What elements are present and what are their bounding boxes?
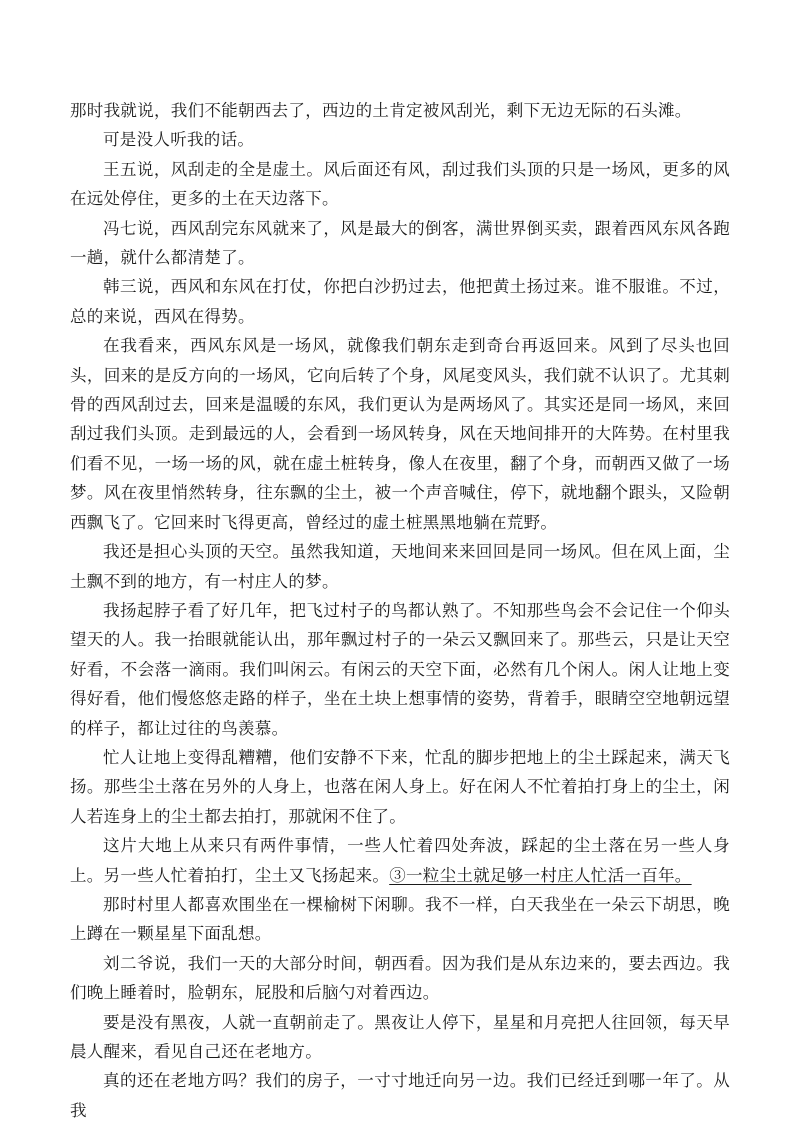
underlined-sentence: ③一粒尘土就足够一村庄人忙活一百年。 xyxy=(389,865,692,885)
paragraph: 我扬起脖子看了好几年，把飞过村子的鸟都认熟了。不知那些鸟会不会记住一个仰头望天的人。我一抬眼就能认出，那年飘过村子的一朵云又飘回来了。那些云，只是让天空好看，不会落一滴雨。我们叫闲云。有闲云的天空下面，必然有几个闲人。闲人让地上变得好看，他们慢悠悠走路的样子，坐在土块上想事情的姿势，背着手，眼睛空空地朝远望的样子，都让过往的鸟羡慕。 xyxy=(70,600,730,738)
paragraph: 要是没有黑夜，人就一直朝前走了。黑夜让人停下，星星和月亮把人往回领，每天早晨人醒来，看见自己还在老地方。 xyxy=(70,1012,730,1061)
body-text xyxy=(70,96,730,1125)
paragraph: 刘二爷说，我们一天的大部分时间，朝西看。因为我们是从东边来的，要去西边。我们晚上睡着时，脸朝东，屁股和后脑勺对着西边。 xyxy=(70,953,730,1003)
paragraph-text: 这片大地上从来只有两件事情，一些人忙着四处奔波，踩起的尘土落在另一些人身上。另一些人忙着拍打，尘土又飞扬起来。 xyxy=(70,836,730,885)
paragraph xyxy=(70,831,730,890)
paragraph: 韩三说，西风和东风在打仗，你把白沙扔过去，他把黄土扬过来。谁不服谁。不过，总的来说，西风在得势。 xyxy=(70,277,730,326)
paragraph: 冯七说，西风刮完东风就来了，风是最大的倒客，满世界倒买卖，跟着西风东风各跑一趟，就什么都清楚了。 xyxy=(70,218,730,268)
paragraph: 真的还在老地方吗？我们的房子，一寸寸地迁向另一边。我们已经迁到哪一年了。从我 xyxy=(70,1071,730,1120)
paragraph: 王五说，风刮走的全是虚土。风后面还有风，刮过我们头顶的只是一场风，更多的风在远处停住，更多的土在天边落下。 xyxy=(70,159,730,209)
paragraph: 我还是担心头顶的天空。虽然我知道，天地间来来回回是同一场风。但在风上面，尘土飘不到的地方，有一村庄人的梦。 xyxy=(70,542,730,591)
paragraph: 那时我就说，我们不能朝西去了，西边的土肯定被风刮光，剩下无边无际的石头滩。 xyxy=(70,101,692,120)
paragraph: 可是没人听我的话。 xyxy=(103,130,255,150)
paragraph: 在我看来，西风东风是一场风，就像我们朝东走到奇台再返回来。风到了尽头也回头，回来的是反方向的一场风，它向后转了个身，风尾变风头，我们就不认识了。尤其刺骨的西风刮过去，回来是温暖的东风，我们更认为是两场风了。其实还是同一场风，来回刮过我们头顶。走到最远的人，会看到一场风转身，风在天地间排开的大阵势。在村里我们看不见，一场一场的风，就在虚土桩转身，像人在夜里，翻了个身，而朝西又做了一场梦。风在夜里悄然转身，往东飘的尘土，被一个声音喊住，停下，就地翻个跟头，又险朝西飘飞了。它回来时飞得更高，曾经过的虚土桩黑黑地躺在荒野。 xyxy=(70,336,730,532)
paragraph: 忙人让地上变得乱糟糟，他们安静不下来，忙乱的脚步把地上的尘土踩起来，满天飞扬。那些尘土落在另外的人身上，也落在闲人身上。好在闲人不忙着拍打身上的尘土，闲人若连身上的尘土都去拍打，那就闲不住了。 xyxy=(70,747,730,826)
paragraph: 那时村里人都喜欢围坐在一棵榆树下闲聊。我不一样，白天我坐在一朵云下胡思，晚上蹲在一颗星星下面乱想。 xyxy=(70,894,730,944)
